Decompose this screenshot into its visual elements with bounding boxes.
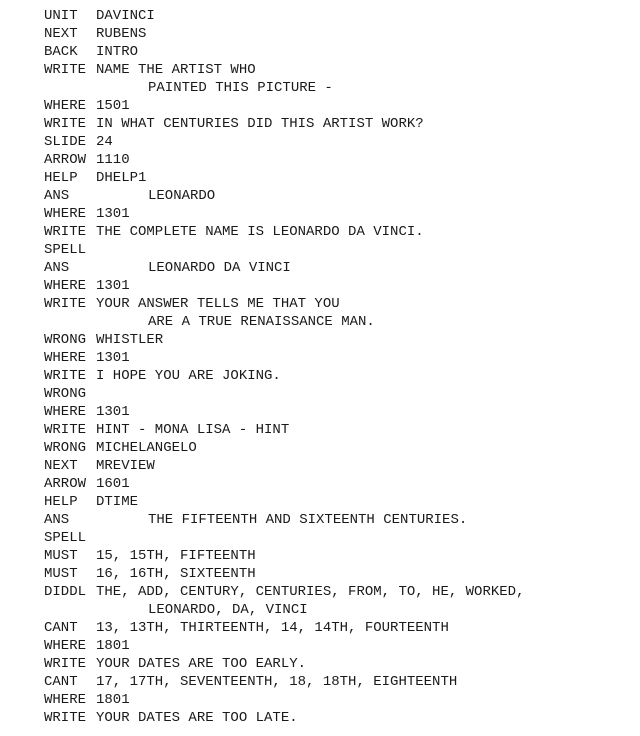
command-keyword: WRITE bbox=[44, 224, 87, 240]
command-keyword: SPELL bbox=[44, 242, 87, 258]
command-argument: MICHELANGELO bbox=[96, 440, 197, 456]
command-keyword: ARROW bbox=[44, 152, 87, 168]
command-keyword: SPELL bbox=[44, 530, 87, 546]
command-argument: WHISTLER bbox=[96, 332, 164, 348]
command-keyword: MUST bbox=[44, 548, 78, 564]
command-argument: YOUR DATES ARE TOO EARLY. bbox=[96, 656, 307, 672]
command-argument: INTRO bbox=[96, 44, 139, 60]
command-argument: I HOPE YOU ARE JOKING. bbox=[96, 368, 281, 384]
command-keyword: WHERE bbox=[44, 278, 87, 294]
command-keyword: WRONG bbox=[44, 386, 87, 402]
command-argument: THE, ADD, CENTURY, CENTURIES, FROM, TO, HE, WORKED, bbox=[96, 584, 525, 600]
code-line bbox=[44, 259, 634, 277]
code-line bbox=[44, 7, 634, 25]
command-argument: 13, 13TH, THIRTEENTH, 14, 14TH, FOURTEENTH bbox=[96, 620, 449, 636]
command-keyword: HELP bbox=[44, 170, 78, 186]
code-line bbox=[44, 457, 634, 475]
command-keyword: ARROW bbox=[44, 476, 87, 492]
command-keyword: WRITE bbox=[44, 296, 87, 312]
command-argument: 1110 bbox=[96, 152, 130, 168]
code-line bbox=[44, 61, 634, 79]
command-argument: 24 bbox=[96, 134, 113, 150]
command-keyword: WHERE bbox=[44, 350, 87, 366]
code-line bbox=[44, 25, 634, 43]
command-argument: DHELP1 bbox=[96, 170, 147, 186]
code-line bbox=[44, 691, 634, 709]
command-keyword: WRITE bbox=[44, 656, 87, 672]
command-argument: 1601 bbox=[96, 476, 130, 492]
code-line bbox=[44, 367, 634, 385]
code-listing bbox=[44, 7, 634, 727]
command-argument: MREVIEW bbox=[96, 458, 155, 474]
command-keyword: HELP bbox=[44, 494, 78, 510]
code-line bbox=[44, 169, 634, 187]
code-line bbox=[44, 403, 634, 421]
command-argument: RUBENS bbox=[96, 26, 147, 42]
command-keyword: WRONG bbox=[44, 440, 87, 456]
command-argument: IN WHAT CENTURIES DID THIS ARTIST WORK? bbox=[96, 116, 424, 132]
code-line bbox=[44, 277, 634, 295]
command-keyword: ANS bbox=[44, 512, 70, 528]
command-keyword: NEXT bbox=[44, 26, 78, 42]
command-argument: 1301 bbox=[96, 404, 130, 420]
command-argument: 1501 bbox=[96, 98, 130, 114]
code-line bbox=[44, 97, 634, 115]
code-line bbox=[44, 187, 634, 205]
command-argument: LEONARDO bbox=[148, 188, 216, 204]
command-argument: DAVINCI bbox=[96, 8, 155, 24]
command-keyword: CANT bbox=[44, 674, 78, 690]
command-keyword: WRITE bbox=[44, 422, 87, 438]
command-keyword: WRITE bbox=[44, 116, 87, 132]
command-keyword: MUST bbox=[44, 566, 78, 582]
command-keyword: WHERE bbox=[44, 98, 87, 114]
command-argument: PAINTED THIS PICTURE - bbox=[148, 80, 333, 96]
code-line bbox=[44, 619, 634, 637]
command-argument: DTIME bbox=[96, 494, 139, 510]
command-argument: LEONARDO, DA, VINCI bbox=[148, 602, 308, 618]
command-argument: 16, 16TH, SIXTEENTH bbox=[96, 566, 256, 582]
code-line bbox=[44, 295, 634, 313]
code-line bbox=[44, 133, 634, 151]
code-line bbox=[44, 385, 634, 403]
command-argument: THE FIFTEENTH AND SIXTEENTH CENTURIES. bbox=[148, 512, 468, 528]
code-line bbox=[44, 313, 634, 331]
command-argument: 1801 bbox=[96, 638, 130, 654]
code-line bbox=[44, 475, 634, 493]
code-line bbox=[44, 583, 634, 601]
command-keyword: NEXT bbox=[44, 458, 78, 474]
command-argument: THE COMPLETE NAME IS LEONARDO DA VINCI. bbox=[96, 224, 424, 240]
command-keyword: WHERE bbox=[44, 638, 87, 654]
command-keyword: WHERE bbox=[44, 206, 87, 222]
code-line bbox=[44, 115, 634, 133]
command-keyword: BACK bbox=[44, 44, 78, 60]
command-keyword: ANS bbox=[44, 188, 70, 204]
command-keyword: SLIDE bbox=[44, 134, 87, 150]
code-line bbox=[44, 601, 634, 619]
command-argument: 1301 bbox=[96, 278, 130, 294]
code-line bbox=[44, 547, 634, 565]
command-argument: 1301 bbox=[96, 206, 130, 222]
command-keyword: DIDDL bbox=[44, 584, 87, 600]
command-keyword: ANS bbox=[44, 260, 70, 276]
command-argument: 1801 bbox=[96, 692, 130, 708]
code-line bbox=[44, 223, 634, 241]
command-argument: 15, 15TH, FIFTEENTH bbox=[96, 548, 256, 564]
command-argument: LEONARDO DA VINCI bbox=[148, 260, 291, 276]
command-argument: ARE A TRUE RENAISSANCE MAN. bbox=[148, 314, 375, 330]
code-line bbox=[44, 529, 634, 547]
command-keyword: WRITE bbox=[44, 710, 87, 726]
command-argument: YOUR ANSWER TELLS ME THAT YOU bbox=[96, 296, 340, 312]
command-keyword: WRITE bbox=[44, 62, 87, 78]
code-line bbox=[44, 241, 634, 259]
code-line bbox=[44, 331, 634, 349]
code-line bbox=[44, 511, 634, 529]
command-argument: 17, 17TH, SEVENTEENTH, 18, 18TH, EIGHTEENTH bbox=[96, 674, 458, 690]
code-line bbox=[44, 565, 634, 583]
command-keyword: WHERE bbox=[44, 404, 87, 420]
command-argument: 1301 bbox=[96, 350, 130, 366]
command-keyword: WRITE bbox=[44, 368, 87, 384]
code-line bbox=[44, 637, 634, 655]
code-line bbox=[44, 79, 634, 97]
code-line bbox=[44, 349, 634, 367]
command-argument: HINT - MONA LISA - HINT bbox=[96, 422, 290, 438]
code-line bbox=[44, 439, 634, 457]
command-keyword: UNIT bbox=[44, 8, 78, 24]
code-line bbox=[44, 205, 634, 223]
code-line bbox=[44, 421, 634, 439]
command-keyword: WHERE bbox=[44, 692, 87, 708]
command-keyword: WRONG bbox=[44, 332, 87, 348]
code-line bbox=[44, 493, 634, 511]
command-argument: YOUR DATES ARE TOO LATE. bbox=[96, 710, 298, 726]
code-line bbox=[44, 655, 634, 673]
command-argument: NAME THE ARTIST WHO bbox=[96, 62, 256, 78]
code-line bbox=[44, 673, 634, 691]
code-line bbox=[44, 709, 634, 727]
code-line bbox=[44, 151, 634, 169]
command-keyword: CANT bbox=[44, 620, 78, 636]
code-line bbox=[44, 43, 634, 61]
